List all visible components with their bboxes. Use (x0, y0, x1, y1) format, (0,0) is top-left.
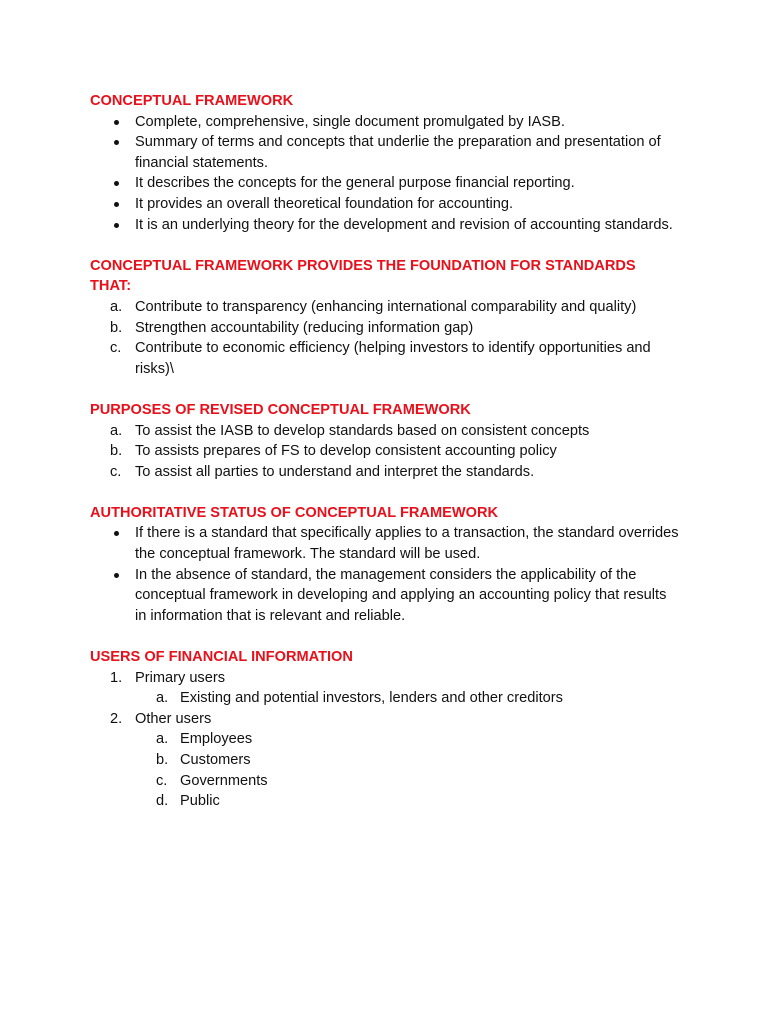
list-marker: c. (156, 772, 168, 789)
list-item-text: Primary users (135, 669, 226, 686)
list-marker: b. (156, 752, 169, 768)
list-marker: a. (110, 298, 123, 315)
list-item (90, 215, 680, 236)
list-item-text: Contribute to economic efficiency (helping investors to identify opportunities and risks)\ (135, 340, 651, 377)
section-heading: CONCEPTUAL FRAMEWORK PROVIDES THE FOUNDATION FOR STANDARDS THAT: (90, 257, 636, 295)
list-item (90, 194, 680, 215)
list-item-text: Summary of terms and concepts that underlie the preparation and presentation of financial statements. (135, 134, 661, 171)
bullet-list (90, 112, 680, 236)
list-item-text: Contribute to transparency (enhancing international comparability and quality) (135, 298, 637, 315)
section-heading: CONCEPTUAL FRAMEWORK (90, 93, 294, 109)
list-marker: b. (110, 443, 123, 460)
list-item (90, 173, 680, 194)
list-item (90, 729, 680, 750)
section-heading: USERS OF FINANCIAL INFORMATION (90, 649, 353, 666)
list-item-text: Governments (180, 772, 268, 789)
list-item (90, 318, 680, 339)
bullet-icon (114, 531, 119, 536)
list-item (90, 750, 680, 771)
list-item-text: Public (180, 793, 220, 810)
list-marker: a. (110, 422, 123, 439)
list-item-text: Strengthen accountability (reducing information gap) (135, 319, 474, 336)
bullet-icon (114, 181, 119, 186)
list-item-text: To assist the IASB to develop standards based on consistent concepts (135, 422, 590, 439)
list-item-text: Other users (135, 710, 212, 727)
section-heading: AUTHORITATIVE STATUS OF CONCEPTUAL FRAMEWORK (90, 504, 499, 521)
list-item (90, 688, 680, 709)
sub-list-wrapper (90, 729, 680, 811)
section-purposes (90, 400, 680, 482)
list-item-text: Customers (180, 752, 251, 768)
list-item (90, 421, 680, 442)
list-marker: a. (156, 731, 169, 748)
bullet-icon (114, 140, 119, 145)
list-item (90, 297, 680, 318)
list-item-text: If there is a standard that specifically applies to a transaction, the standard overrides the conceptual framework. The standard will be used. (135, 525, 679, 563)
section-conceptual-framework (90, 91, 680, 235)
list-marker: 2. (110, 710, 123, 727)
document-page (90, 91, 680, 832)
list-item-text: It is an underlying theory for the development and revision of accounting standards. (135, 216, 673, 233)
list-item-text: It describes the concepts for the general purpose financial reporting. (135, 175, 575, 192)
list-item (90, 112, 680, 133)
bullet-list (90, 523, 680, 626)
bullet-icon (114, 223, 119, 228)
list-item (90, 462, 680, 483)
list-marker: c. (110, 340, 122, 357)
list-item-text: In the absence of standard, the management considers the applicability of the conceptual framework in developing and applying an accounting policy that results in information that is relevant and reliable. (135, 566, 667, 624)
list-item (90, 523, 680, 564)
list-item-text: Employees (180, 731, 253, 748)
bullet-icon (114, 120, 119, 125)
list-item (90, 441, 680, 462)
lettered-list (90, 421, 680, 483)
list-marker: d. (156, 793, 169, 810)
list-item (90, 668, 680, 689)
list-marker: a. (156, 690, 169, 707)
list-item-text: To assist all parties to understand and interpret the standards. (135, 463, 535, 480)
section-users (90, 647, 680, 812)
numbered-list (90, 668, 680, 812)
list-item-text: It provides an overall theoretical foundation for accounting. (135, 195, 514, 212)
list-marker: c. (110, 463, 122, 480)
list-item (90, 709, 680, 730)
lettered-sub-list (90, 729, 680, 811)
list-item (90, 565, 680, 627)
list-item-text: To assists prepares of FS to develop consistent accounting policy (135, 443, 557, 460)
list-item (90, 791, 680, 812)
list-marker: b. (110, 319, 123, 336)
bullet-icon (114, 573, 119, 578)
list-item (90, 338, 680, 379)
section-foundation-for-standards (90, 256, 680, 380)
lettered-list (90, 297, 680, 379)
lettered-sub-list (90, 688, 680, 709)
list-marker: 1. (110, 669, 123, 686)
sub-list-wrapper (90, 688, 680, 709)
list-item (90, 771, 680, 792)
list-item (90, 132, 680, 173)
bullet-icon (114, 202, 119, 207)
section-heading: PURPOSES OF REVISED CONCEPTUAL FRAMEWORK (90, 401, 471, 418)
list-item-text: Existing and potential investors, lenders and other creditors (180, 690, 563, 707)
section-authoritative-status (90, 503, 680, 627)
list-item-text: Complete, comprehensive, single document promulgated by IASB. (135, 113, 565, 130)
